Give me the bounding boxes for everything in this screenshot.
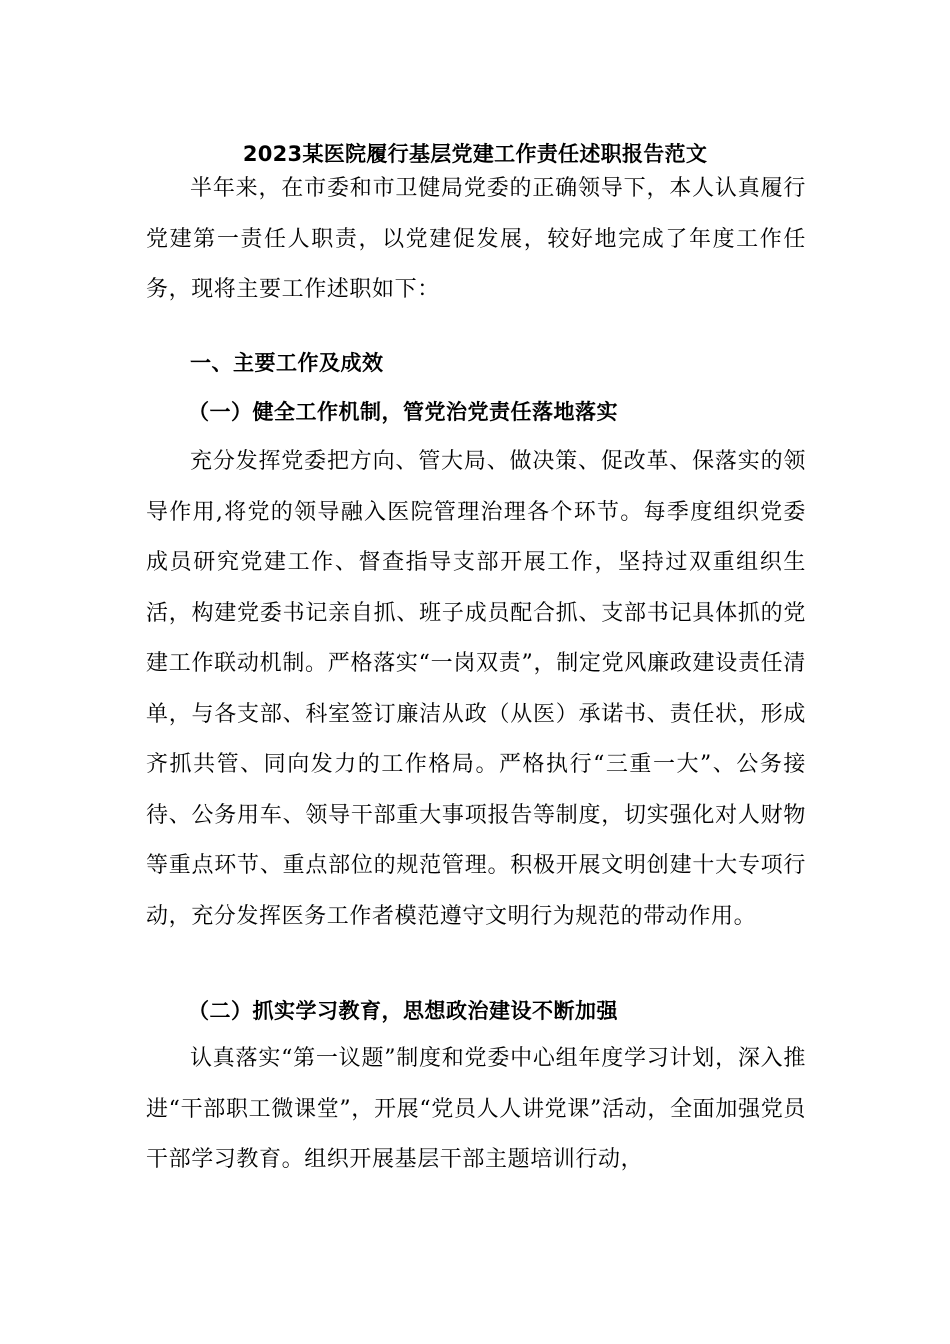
subsection-paragraph-study-education: 认真落实“第一议题”制度和党委中心组年度学习计划，深入推进“干部职工微课堂”，开展“党员人人讲党课”活动，全面加强党员干部学习教育。组织开展基层干部主题培训行动， [146, 1046, 806, 1172]
section-heading-main-work: 一、主要工作及成效 [190, 351, 384, 375]
subsection-paragraph-work-mechanism: 充分发挥党委把方向、管大局、做决策、促改革、保落实的领导作用,将党的领导融入医院管理治理各个环节。每季度组织党委成员研究党建工作、督查指导支部开展工作，坚持过双重组织生活，构建党委书记亲自抓、班子成员配合抓、支部书记具体抓的党建工作联动机制。严格落实“一岗双责”，制定党风廉政建设责任清单，与各支部、科室签订廉洁从政（从医）承诺书、责任状，形成齐抓共管、同向发力的工作格局。严格执行“三重一大”、公务接待、公务用车、领导干部重大事项报告等制度，切实强化对人财物等重点环节、重点部位的规范管理。积极开展文明创建十大专项行动，充分发挥医务工作者模范遵守文明行为规范的带动作用。 [146, 449, 806, 929]
subsection-heading-study-education: （二）抓实学习教育，思想政治建设不断加强 [188, 999, 618, 1023]
document-title: 2023某医院履行基层党建工作责任述职报告范文 [242, 142, 708, 166]
intro-paragraph: 半年来，在市委和市卫健局党委的正确领导下，本人认真履行党建第一责任人职责，以党建促发展，较好地完成了年度工作任务，现将主要工作述职如下： [146, 176, 806, 302]
subsection-heading-work-mechanism: （一）健全工作机制，管党治党责任落地落实 [188, 400, 618, 424]
